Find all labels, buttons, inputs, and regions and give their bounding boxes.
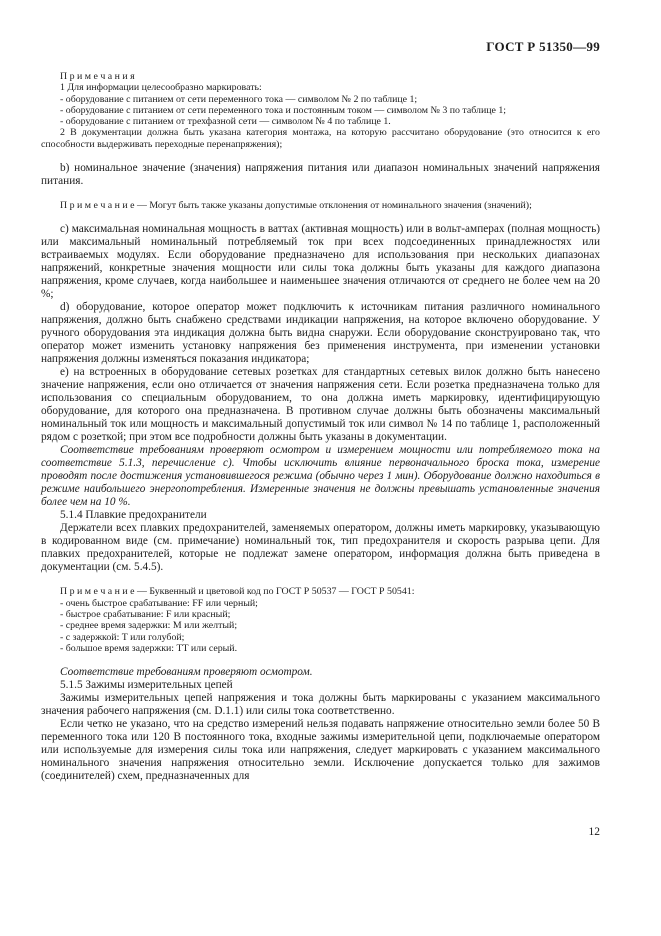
notes-title: П р и м е ч а н и я (60, 71, 135, 82)
compliance-check-fuses: Соответствие требованиям проверяют осмотром. (60, 666, 313, 679)
compliance-check-power: Соответствие требованиям проверяют осмотром и измерением мощности или потребляемого тока на соответствие 5.1.3, перечисление c). Чтобы исключить влияние первоначального броска тока, измерение проводят после достижения установившегося режима (обычно через 1 мин). Оборудование должно находиться в режиме наибольшего энергопотребления. Измеренные значения не должны превышать установленные значения более чем на 10 %. (41, 444, 600, 509)
page-number: 12 (588, 826, 600, 838)
fuse-note-item: - большое время задержки: TT или серый. (60, 642, 238, 654)
section-5-1-5-heading: 5.1.5 Зажимы измерительных цепей (60, 679, 233, 692)
note-item: 2 В документации должна быть указана категория монтажа, на которую рассчитано оборудование (это относится к его способности выдерживать переходные перенапряжения); (41, 127, 600, 150)
note-item: 1 Для информации целесообразно маркировать: (60, 82, 262, 94)
list-item-c: c) максимальная номинальная мощность в ваттах (активная мощность) или в вольт-амперах (полная мощность) или максимальный номинальный потребляемый ток при всех подсоединенных принадлежностях или встраиваемых модулях. Если оборудование предназначено для использования при нескольких диапазонах напряжений, конкретные значения мощности или силы тока должны быть указаны для каждого диапазона напряжения, кроме случаев, когда наибольшее и наименьшее значения отличаются от среднего не более чем на 20 %; (41, 223, 600, 301)
fuse-note-title: П р и м е ч а н и е — Буквенный и цветовой код по ГОСТ Р 50537 — ГОСТ Р 50541: (60, 586, 415, 598)
document-page (41, 40, 600, 783)
fuse-note-item: - быстрое срабатывание: F или красный; (60, 608, 231, 620)
standard-number-header: ГОСТ Р 51350—99 (486, 39, 600, 54)
section-5-1-5-para-2: Если четко не указано, что на средство измерений нельзя подавать напряжение относительно земли более 50 В переменного тока или 120 В постоянного тока, входные зажимы измерительной цепи, подключаемые оператором или используемые для измерения силы тока или напряжения, следует маркировать с указанием максимального номинального значения напряжения относительно земли. Исключение допускается только для зажимов (соединителей) схем, предназначенных для (41, 718, 600, 783)
section-5-1-5-para-1: Зажимы измерительных цепей напряжения и тока должны быть маркированы с указанием максимального значения рабочего напряжения (см. D.1.1) или силы тока соответственно. (41, 692, 600, 718)
section-5-1-4-heading: 5.1.4 Плавкие предохранители (60, 509, 207, 522)
section-5-1-4-body: Держатели всех плавких предохранителей, заменяемых оператором, должны иметь маркировку, указывающую в кодированном виде (см. примечание) номинальный ток, тип предохранителя и скорость разрыва цепи. Для плавких предохранителей, которые не подлежат замене оператором, информация должна быть приведена в документации (см. 5.4.5). (41, 522, 600, 574)
note-after-item-b: П р и м е ч а н и е — Могут быть также указаны допустимые отклонения от номинального значения (значений); (60, 200, 532, 212)
note-item: - оборудование с питанием от трехфазной сети — символом № 4 по таблице 1. (60, 116, 391, 128)
note-item: - оборудование с питанием от сети переменного тока и постоянным током — символом № 3 по таблице 1; (60, 104, 507, 116)
fuse-note-item: - очень быстрое срабатывание: FF или черный; (60, 597, 258, 609)
list-item-e: e) на встроенных в оборудование сетевых розетках для стандартных сетевых вилок должно быть нанесено значение напряжения, если оно отличается от значения напряжения сети. Если розетка предназначена только для использования со специальным оборудованием, то она должна иметь маркировку, идентифицирующую оборудование, для которого она предназначена. В противном случае должны быть обозначены максимальный номинальный ток или мощность и максимальный допустимый ток или символ № 14 по таблице 1, расположенный рядом с розеткой; при этом все подробности должны быть указаны в документации. (41, 366, 600, 444)
list-item-d: d) оборудование, которое оператор может подключить к источникам питания различного номинального напряжения, должно быть снабжено средствами индикации напряжения, на которое включено оборудование. У ручного оборудования эта индикация должна быть видна снаружи. Если оборудование сконструировано так, что оператор может изменить установку напряжения без применения инструмента, при изменении установки напряжения должны изменяться показания индикатора; (41, 301, 600, 366)
fuse-note-item: - среднее время задержки: M или желтый; (60, 620, 238, 632)
page-content (41, 71, 600, 783)
list-item-b: b) номинальное значение (значения) напряжения питания или диапазон номинальных значений напряжения питания. (41, 162, 600, 188)
fuse-note-item: - с задержкой: T или голубой; (60, 631, 185, 643)
notes-block-power-marking (41, 71, 600, 150)
note-item: - оборудование с питанием от сети переменного тока — символом № 2 по таблице 1; (60, 93, 418, 105)
notes-block-fuse-codes (41, 586, 600, 654)
